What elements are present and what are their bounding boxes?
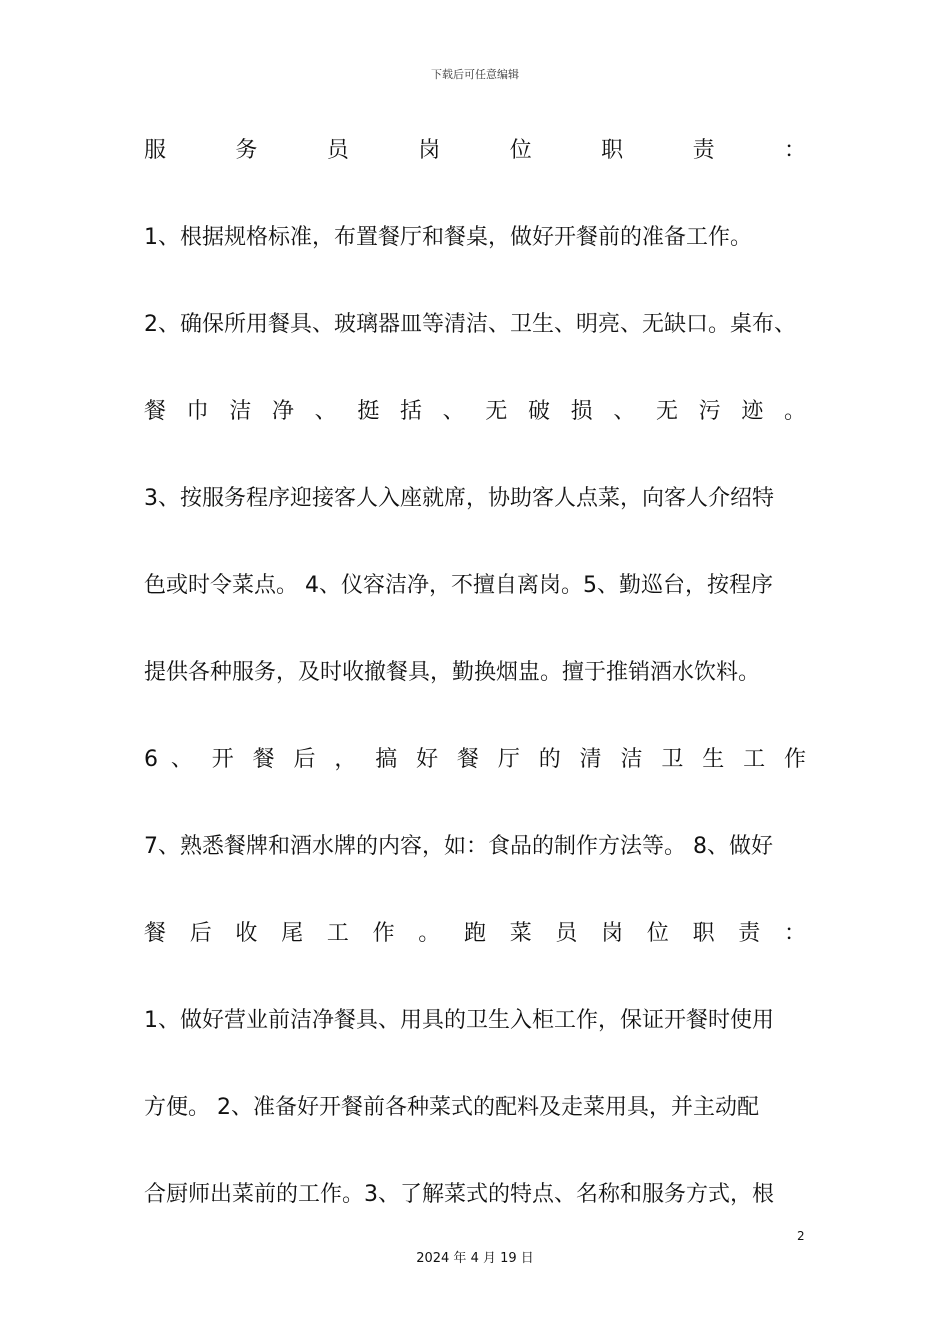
page-number: 2 (797, 1229, 805, 1243)
text-line: 1、做好营业前洁净餐具、用具的卫生入柜工作，保证开餐时使用 (144, 1008, 774, 1033)
text-line: 3、按服务程序迎接客人入座就席，协助客人点菜，向客人介绍特 (144, 486, 774, 511)
text-line: 1、根据规格标准，布置餐厅和餐桌，做好开餐前的准备工作。 (144, 225, 752, 250)
text-line: 餐 巾 洁 净 、 挺 括 、 无 破 损 、 无 污 迹 。 (144, 399, 806, 424)
text-line: 餐 后 收 尾 工 作 。 跑 菜 员 岗 位 职 责 ： (144, 921, 806, 946)
footer-date: 2024 年 4 月 19 日 (416, 1251, 534, 1266)
text-line: 色或时令菜点。 4、仪容洁净，不擅自离岗。5、勤巡台，按程序 (144, 573, 773, 598)
text-line: 方便。 2、准备好开餐前各种菜式的配料及走菜用具，并主动配 (144, 1095, 759, 1120)
text-line: 6 、 开 餐 后 ， 搞 好 餐 厅 的 清 洁 卫 生 工 作 (144, 747, 806, 772)
text-line: 提供各种服务，及时收撤餐具，勤换烟盅。擅于推销酒水饮料。 (144, 660, 761, 685)
text-line: 服 务 员 岗 位 职 责 ： (144, 138, 806, 163)
page-header: 下载后可任意编辑 (431, 68, 519, 81)
text-line: 2、确保所用餐具、玻璃器皿等清洁、卫生、明亮、无缺口。桌布、 (144, 312, 796, 337)
text-line: 合厨师出菜前的工作。3、了解菜式的特点、名称和服务方式，根 (144, 1182, 774, 1207)
document-body (144, 128, 806, 1259)
text-line: 7、熟悉餐牌和酒水牌的内容，如：食品的制作方法等。 8、做好 (144, 834, 773, 859)
